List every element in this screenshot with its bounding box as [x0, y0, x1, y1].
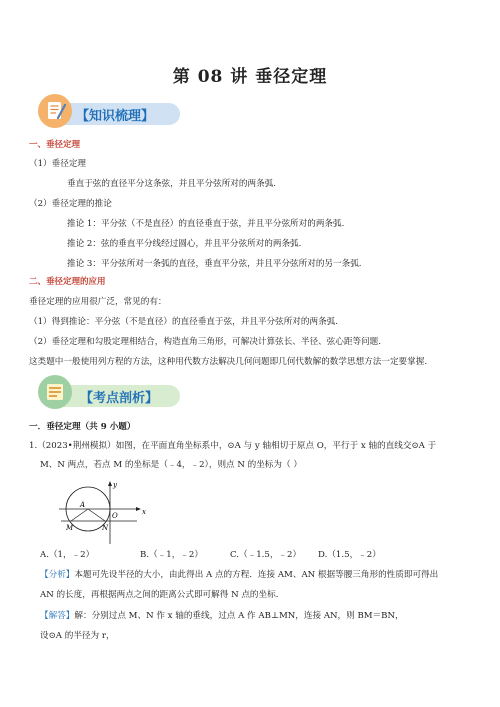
- label-x: x: [142, 508, 146, 516]
- section-badge-exam: 【考点剖析】: [80, 391, 159, 406]
- question-line: M、N 两点，若点 M 的坐标是（﹣4，﹣2），则点 N 的坐标为（ ）: [40, 460, 302, 470]
- answer-line: [40, 609, 404, 621]
- text-line: 垂径定理的应用很广泛，常见的有：: [29, 297, 167, 307]
- text-line: 这类题中一般使用列方程的方法，这种用代数方法解决几何问题即几何代数解的数学思想方法一定要掌握.: [29, 357, 428, 367]
- text-line: 垂直于弦的直径平分这条弦，并且平分弦所对的两条弧.: [67, 179, 276, 189]
- section-badge-knowledge: 【知识梳理】: [76, 109, 155, 124]
- label-n: N: [102, 524, 109, 532]
- page-title: 第 08 讲 垂径定理: [172, 67, 328, 87]
- text-line: （1）得到推论：平分弦（不是直径）的直径垂直于弦，并且平分弦所对的两条弧.: [29, 317, 338, 327]
- label-o: O: [112, 512, 118, 520]
- coordinate-figure: [55, 478, 150, 546]
- text-line: （2）垂径定理的推论: [29, 199, 112, 209]
- question-line: 1.（2023•荆州模拟）如图，在平面直角坐标系中，⊙A 与 y 轴相切于原点 O，平行于 x 轴的直线交⊙A 于: [29, 441, 437, 451]
- label-a: A: [80, 501, 86, 509]
- text-line: （2）垂径定理和勾股定理相结合，构造直角三角形，可解决计算弦长、半径、弦心距等问题.: [29, 337, 381, 347]
- knowledge-notebook-icon: [38, 94, 72, 128]
- text-line: （1）垂径定理: [29, 159, 87, 169]
- option-c[interactable]: C.（﹣1.5，﹣2）: [230, 550, 302, 560]
- analysis-text: 本题可先设半径的大小，由此得出 A 点的方程．连接 AM、AN 根据等腰三角形的性质即可得出: [74, 570, 439, 580]
- option-b[interactable]: B.（﹣1，﹣2）: [140, 550, 203, 560]
- option-a[interactable]: A.（1，﹣2）: [40, 550, 95, 560]
- text-line: 推论 1：平分弦（不是直径）的直径垂直于弦，并且平分弦所对的两条弧.: [67, 219, 345, 229]
- answer-line: 设⊙A 的半径为 r，: [40, 631, 115, 641]
- exam-paper-icon: [38, 375, 72, 409]
- option-d[interactable]: D.（1.5，﹣2）: [318, 550, 381, 560]
- label-m: M: [66, 524, 74, 532]
- analysis-tag: 【分析】: [40, 570, 75, 580]
- answer-text: 解：分别过点 M、N 作 x 轴的垂线，过点 A 作 AB⊥MN，连接 AN，则 BM＝BN，: [74, 611, 404, 621]
- text-line: 推论 2：弦的垂直平分线经过圆心，并且平分弦所对的两条弧.: [67, 239, 302, 249]
- answer-tag: 【解答】: [40, 611, 75, 621]
- label-y: y: [113, 481, 117, 489]
- heading-theorem: 一、垂径定理: [29, 140, 81, 150]
- heading-application: 二、垂径定理的应用: [29, 277, 106, 287]
- analysis-line: [40, 568, 438, 580]
- text-line: 推论 3：平分弦所对一条弧的直径，垂直平分弦，并且平分弦所对的另一条弧.: [67, 259, 362, 269]
- heading-exam-topic: 一．垂径定理（共 9 小题）: [29, 422, 136, 432]
- analysis-line: AN 的长度，再根据两点之间的距离公式即可解得 N 点的坐标.: [40, 590, 279, 600]
